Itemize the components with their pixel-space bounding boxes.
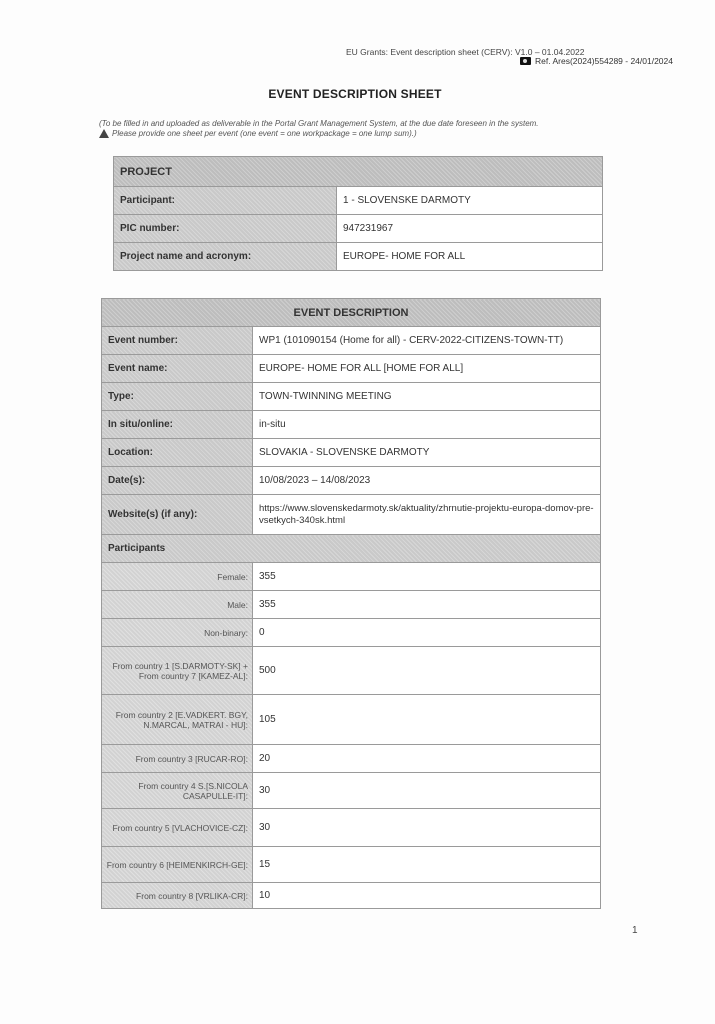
dates-value: 10/08/2023 – 14/08/2023	[253, 467, 601, 495]
event-number-value: WP1 (101090154 (Home for all) - CERV-2022-CITIZENS-TOWN-TT)	[253, 327, 601, 355]
country-4-label: From country 4 S.[S.NICOLA CASAPULLE-IT]:	[102, 773, 253, 809]
participants-heading: Participants	[102, 535, 601, 563]
male-value: 355	[253, 591, 601, 619]
country-1-value: 500	[253, 647, 601, 695]
participant-value: 1 - SLOVENSKE DARMOTY	[337, 187, 603, 215]
dates-label: Date(s):	[102, 467, 253, 495]
instruction-note: (To be filled in and uploaded as deliverable in the Portal Grant Management System, at the due date foreseen in the system.	[99, 119, 539, 128]
non-binary-label: Non-binary:	[102, 619, 253, 647]
participant-label: Participant:	[114, 187, 337, 215]
country-8-label: From country 8 [VRLIKA-CR]:	[102, 883, 253, 909]
country-2-value: 105	[253, 695, 601, 745]
pic-number-value: 947231967	[337, 215, 603, 243]
event-number-label: Event number:	[102, 327, 253, 355]
page-number: 1	[632, 925, 638, 936]
country-2-label: From country 2 [E.VADKERT. BGY, N.MARCAL, MATRAI - HU]:	[102, 695, 253, 745]
instruction-note-warning	[99, 129, 417, 138]
male-label: Male:	[102, 591, 253, 619]
warning-note-text: Please provide one sheet per event (one event = one workpackage = one lump sum).)	[112, 129, 417, 138]
in-situ-value: in-situ	[253, 411, 601, 439]
female-label: Female:	[102, 563, 253, 591]
page-title: EVENT DESCRIPTION SHEET	[268, 87, 442, 101]
type-label: Type:	[102, 383, 253, 411]
project-heading: PROJECT	[114, 157, 603, 187]
event-description-table	[101, 298, 601, 909]
country-8-value: 10	[253, 883, 601, 909]
project-name-value: EUROPE- HOME FOR ALL	[337, 243, 603, 271]
location-value: SLOVAKIA - SLOVENSKE DARMOTY	[253, 439, 601, 467]
warning-icon	[99, 129, 109, 138]
country-1-label: From country 1 [S.DARMOTY-SK] + From country 7 [KAMEZ-AL]:	[102, 647, 253, 695]
website-label: Website(s) (if any):	[102, 495, 253, 535]
camera-icon	[520, 57, 531, 65]
location-label: Location:	[102, 439, 253, 467]
event-description-heading: EVENT DESCRIPTION	[102, 299, 601, 327]
country-5-value: 30	[253, 809, 601, 847]
pic-number-label: PIC number:	[114, 215, 337, 243]
document-reference: EU Grants: Event description sheet (CERV): V1.0 – 01.04.2022	[346, 47, 585, 57]
ares-reference	[520, 56, 673, 66]
project-name-label: Project name and acronym:	[114, 243, 337, 271]
country-3-label: From country 3 [RUCAR-RO]:	[102, 745, 253, 773]
type-value: TOWN-TWINNING MEETING	[253, 383, 601, 411]
country-4-value: 30	[253, 773, 601, 809]
country-3-value: 20	[253, 745, 601, 773]
non-binary-value: 0	[253, 619, 601, 647]
ares-reference-text: Ref. Ares(2024)554289 - 24/01/2024	[535, 56, 673, 66]
country-6-value: 15	[253, 847, 601, 883]
website-value[interactable]: https://www.slovenskedarmoty.sk/aktuality/zhrnutie-projektu-europa-domov-pre-vsetkych-340sk.html	[253, 495, 601, 535]
event-name-value: EUROPE- HOME FOR ALL [HOME FOR ALL]	[253, 355, 601, 383]
project-table	[113, 156, 603, 271]
female-value: 355	[253, 563, 601, 591]
event-name-label: Event name:	[102, 355, 253, 383]
country-5-label: From country 5 [VLACHOVICE-CZ]:	[102, 809, 253, 847]
country-6-label: From country 6 [HEIMENKIRCH-GE]:	[102, 847, 253, 883]
in-situ-label: In situ/online:	[102, 411, 253, 439]
